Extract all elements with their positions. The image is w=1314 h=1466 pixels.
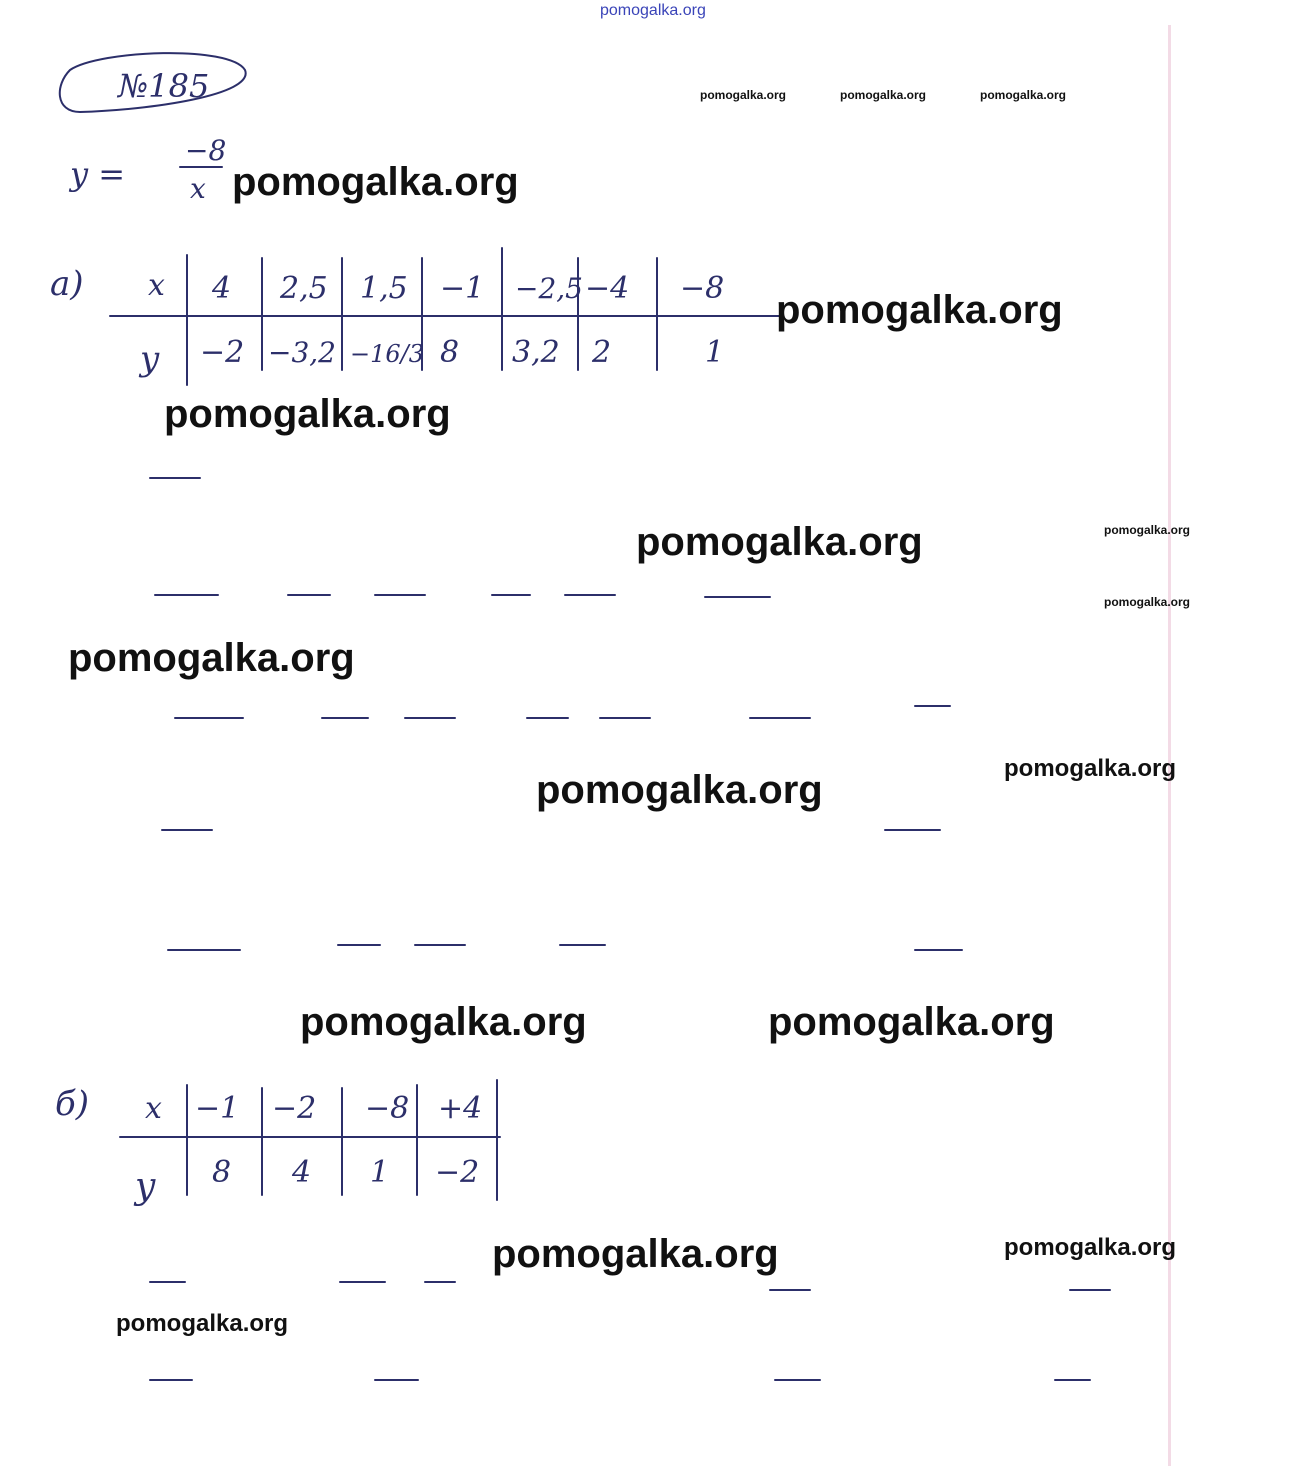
table-b-y-cell: 8	[212, 1155, 232, 1190]
watermark-big: pomogalka.org	[636, 520, 923, 564]
watermark-big: pomogalka.org	[300, 1000, 587, 1044]
table-a-x-cell: −1	[440, 271, 485, 306]
table-a-x-cell: −2,5	[515, 272, 583, 305]
table-a-x-cell: −4	[585, 271, 630, 306]
table-b-x-cell: −8	[365, 1091, 410, 1126]
table-a-x-cell: 2,5	[280, 271, 328, 306]
table-b-x-cell: +4	[438, 1091, 483, 1126]
function-y: y =	[70, 155, 126, 193]
watermark-small: pomogalka.org	[980, 88, 1067, 102]
table-b-x-cell: −1	[195, 1091, 240, 1126]
table-a-x-cell: 1,5	[360, 271, 408, 306]
table-b-y-cell: 1	[370, 1155, 390, 1190]
table-a-y-header: y	[140, 339, 160, 379]
watermark-big: pomogalka.org	[492, 1232, 779, 1276]
function-denominator: x	[190, 172, 206, 205]
table-a-x-cell: −8	[680, 271, 725, 306]
problem-number: №185	[118, 67, 210, 105]
table-a-y-cell: 2	[592, 335, 612, 370]
function-numerator: −8	[185, 134, 227, 167]
watermark-small: pomogalka.org	[840, 88, 927, 102]
watermark-big: pomogalka.org	[68, 636, 355, 680]
watermark-big: pomogalka.org	[776, 288, 1063, 332]
table-b-x-header: x	[145, 1091, 162, 1126]
table-b-y-header: y	[135, 1166, 156, 1207]
table-b-x-cell: −2	[272, 1091, 317, 1126]
table-a-y-cell: 1	[705, 335, 725, 370]
watermark-mid: pomogalka.org	[1004, 755, 1177, 782]
watermark-big: pomogalka.org	[232, 160, 519, 204]
table-a-x-cell: 4	[212, 271, 232, 306]
watermark-mid: pomogalka.org	[116, 1310, 289, 1337]
table-a-x-header: x	[148, 268, 165, 303]
table-a-y-cell: 8	[440, 335, 460, 370]
table-a-y-cell: −16/3	[350, 340, 425, 368]
part-a-label: а)	[50, 264, 84, 304]
part-b-label: б)	[55, 1084, 90, 1124]
watermark-big: pomogalka.org	[536, 768, 823, 812]
watermark-big: pomogalka.org	[768, 1000, 1055, 1044]
watermark-small: pomogalka.org	[1104, 523, 1191, 537]
watermark-small: pomogalka.org	[1104, 595, 1191, 609]
watermark-small: pomogalka.org	[700, 88, 787, 102]
table-a-y-cell: −3,2	[268, 336, 336, 369]
watermark-big: pomogalka.org	[164, 392, 451, 436]
table-a-y-cell: 3,2	[512, 335, 560, 370]
top-watermark: pomogalka.org	[600, 2, 706, 19]
watermark-mid: pomogalka.org	[1004, 1234, 1177, 1261]
table-b-y-cell: 4	[292, 1155, 312, 1190]
table-b-y-cell: −2	[435, 1155, 480, 1190]
table-a-y-cell: −2	[200, 335, 245, 370]
